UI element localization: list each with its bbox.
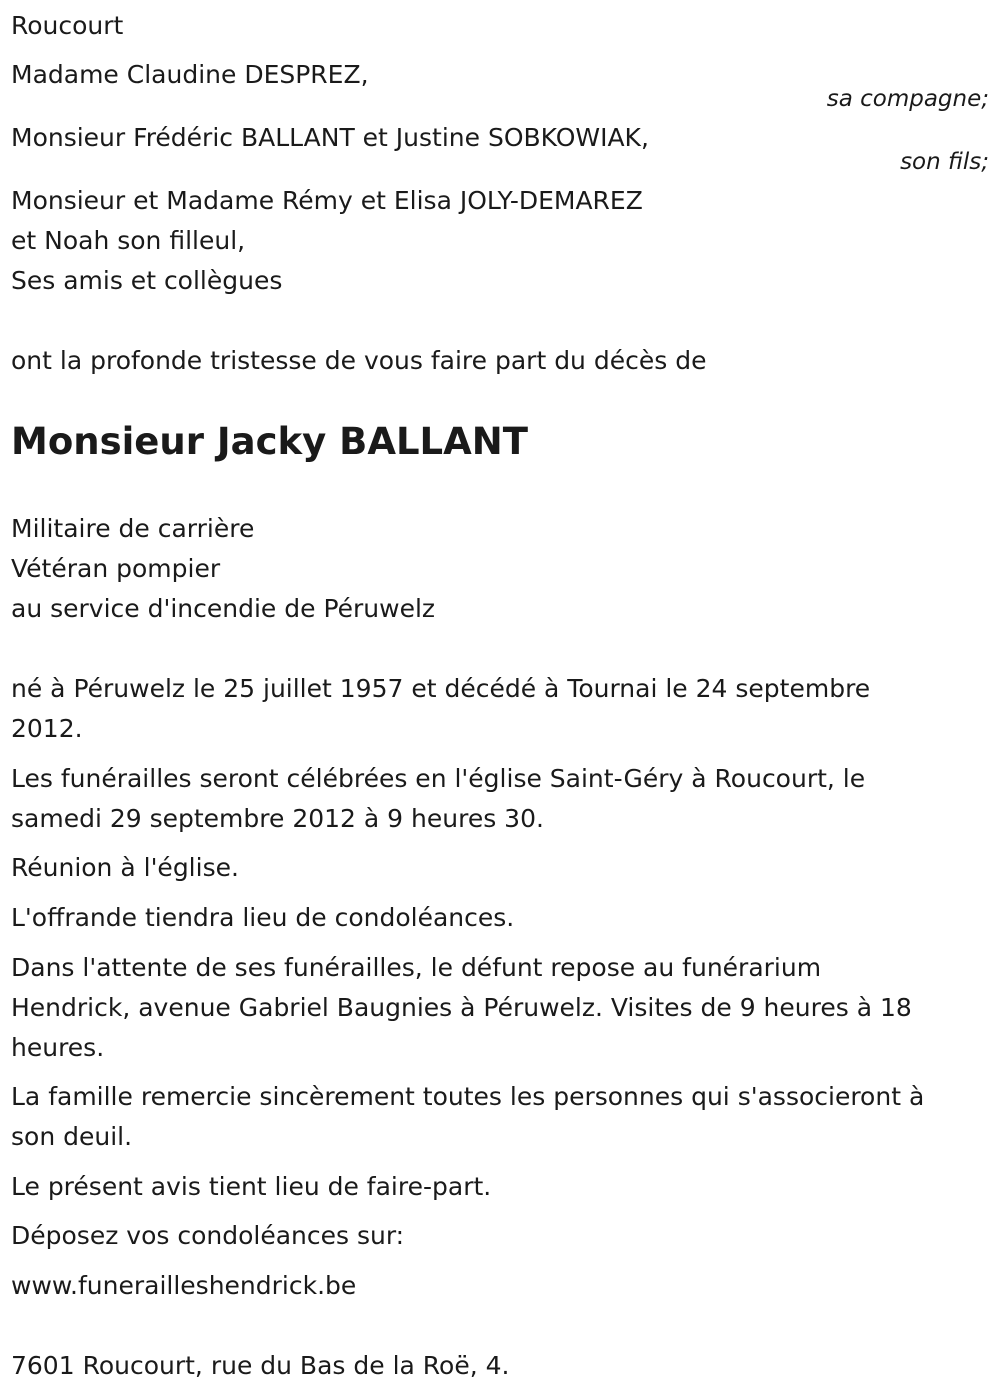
- other-relatives-line: et Noah son filleul,: [11, 226, 246, 255]
- deceased-title: Vétéran pompier: [11, 554, 221, 583]
- rest-line: Hendrick, avenue Gabriel Baugnies à Péruwelz. Visites de 9 heures à 18: [11, 993, 912, 1022]
- other-relatives-line: Ses amis et collègues: [11, 266, 283, 295]
- website-link[interactable]: www.funerailleshendrick.be: [11, 1271, 357, 1300]
- family-member-relation: son fils;: [900, 149, 989, 175]
- deceased-name: Monsieur Jacky BALLANT: [11, 420, 528, 463]
- deceased-title: Militaire de carrière: [11, 514, 255, 543]
- rest-line: Dans l'attente de ses funérailles, le défunt repose au funérarium: [11, 953, 822, 982]
- family-member-relation: sa compagne;: [826, 86, 989, 112]
- rest-line: heures.: [11, 1033, 105, 1062]
- reunion-text: Réunion à l'église.: [11, 853, 239, 882]
- notice-text: Le présent avis tient lieu de faire-part.: [11, 1172, 492, 1201]
- other-relatives-line: Monsieur et Madame Rémy et Elisa JOLY-DEMAREZ: [11, 186, 643, 215]
- family-member-name: Madame Claudine DESPREZ,: [11, 60, 369, 89]
- birth-death-line: né à Péruwelz le 25 juillet 1957 et décédé à Tournai le 24 septembre: [11, 674, 871, 703]
- announcement-intro: ont la profonde tristesse de vous faire part du décès de: [11, 346, 707, 375]
- offering-text: L'offrande tiendra lieu de condoléances.: [11, 903, 515, 932]
- thanks-line: son deuil.: [11, 1122, 133, 1151]
- deceased-title: au service d'incendie de Péruwelz: [11, 594, 436, 623]
- condolences-website[interactable]: [11, 1271, 356, 1301]
- thanks-line: La famille remercie sincèrement toutes les personnes qui s'associeront à: [11, 1082, 925, 1111]
- birth-death-line: 2012.: [11, 714, 83, 743]
- condolences-label: Déposez vos condoléances sur:: [11, 1221, 405, 1250]
- family-member-name: Monsieur Frédéric BALLANT et Justine SOBKOWIAK,: [11, 123, 649, 152]
- locality: Roucourt: [11, 11, 124, 40]
- address: 7601 Roucourt, rue du Bas de la Roë, 4.: [11, 1351, 510, 1380]
- funeral-line: samedi 29 septembre 2012 à 9 heures 30.: [11, 804, 544, 833]
- funeral-line: Les funérailles seront célébrées en l'église Saint-Géry à Roucourt, le: [11, 764, 866, 793]
